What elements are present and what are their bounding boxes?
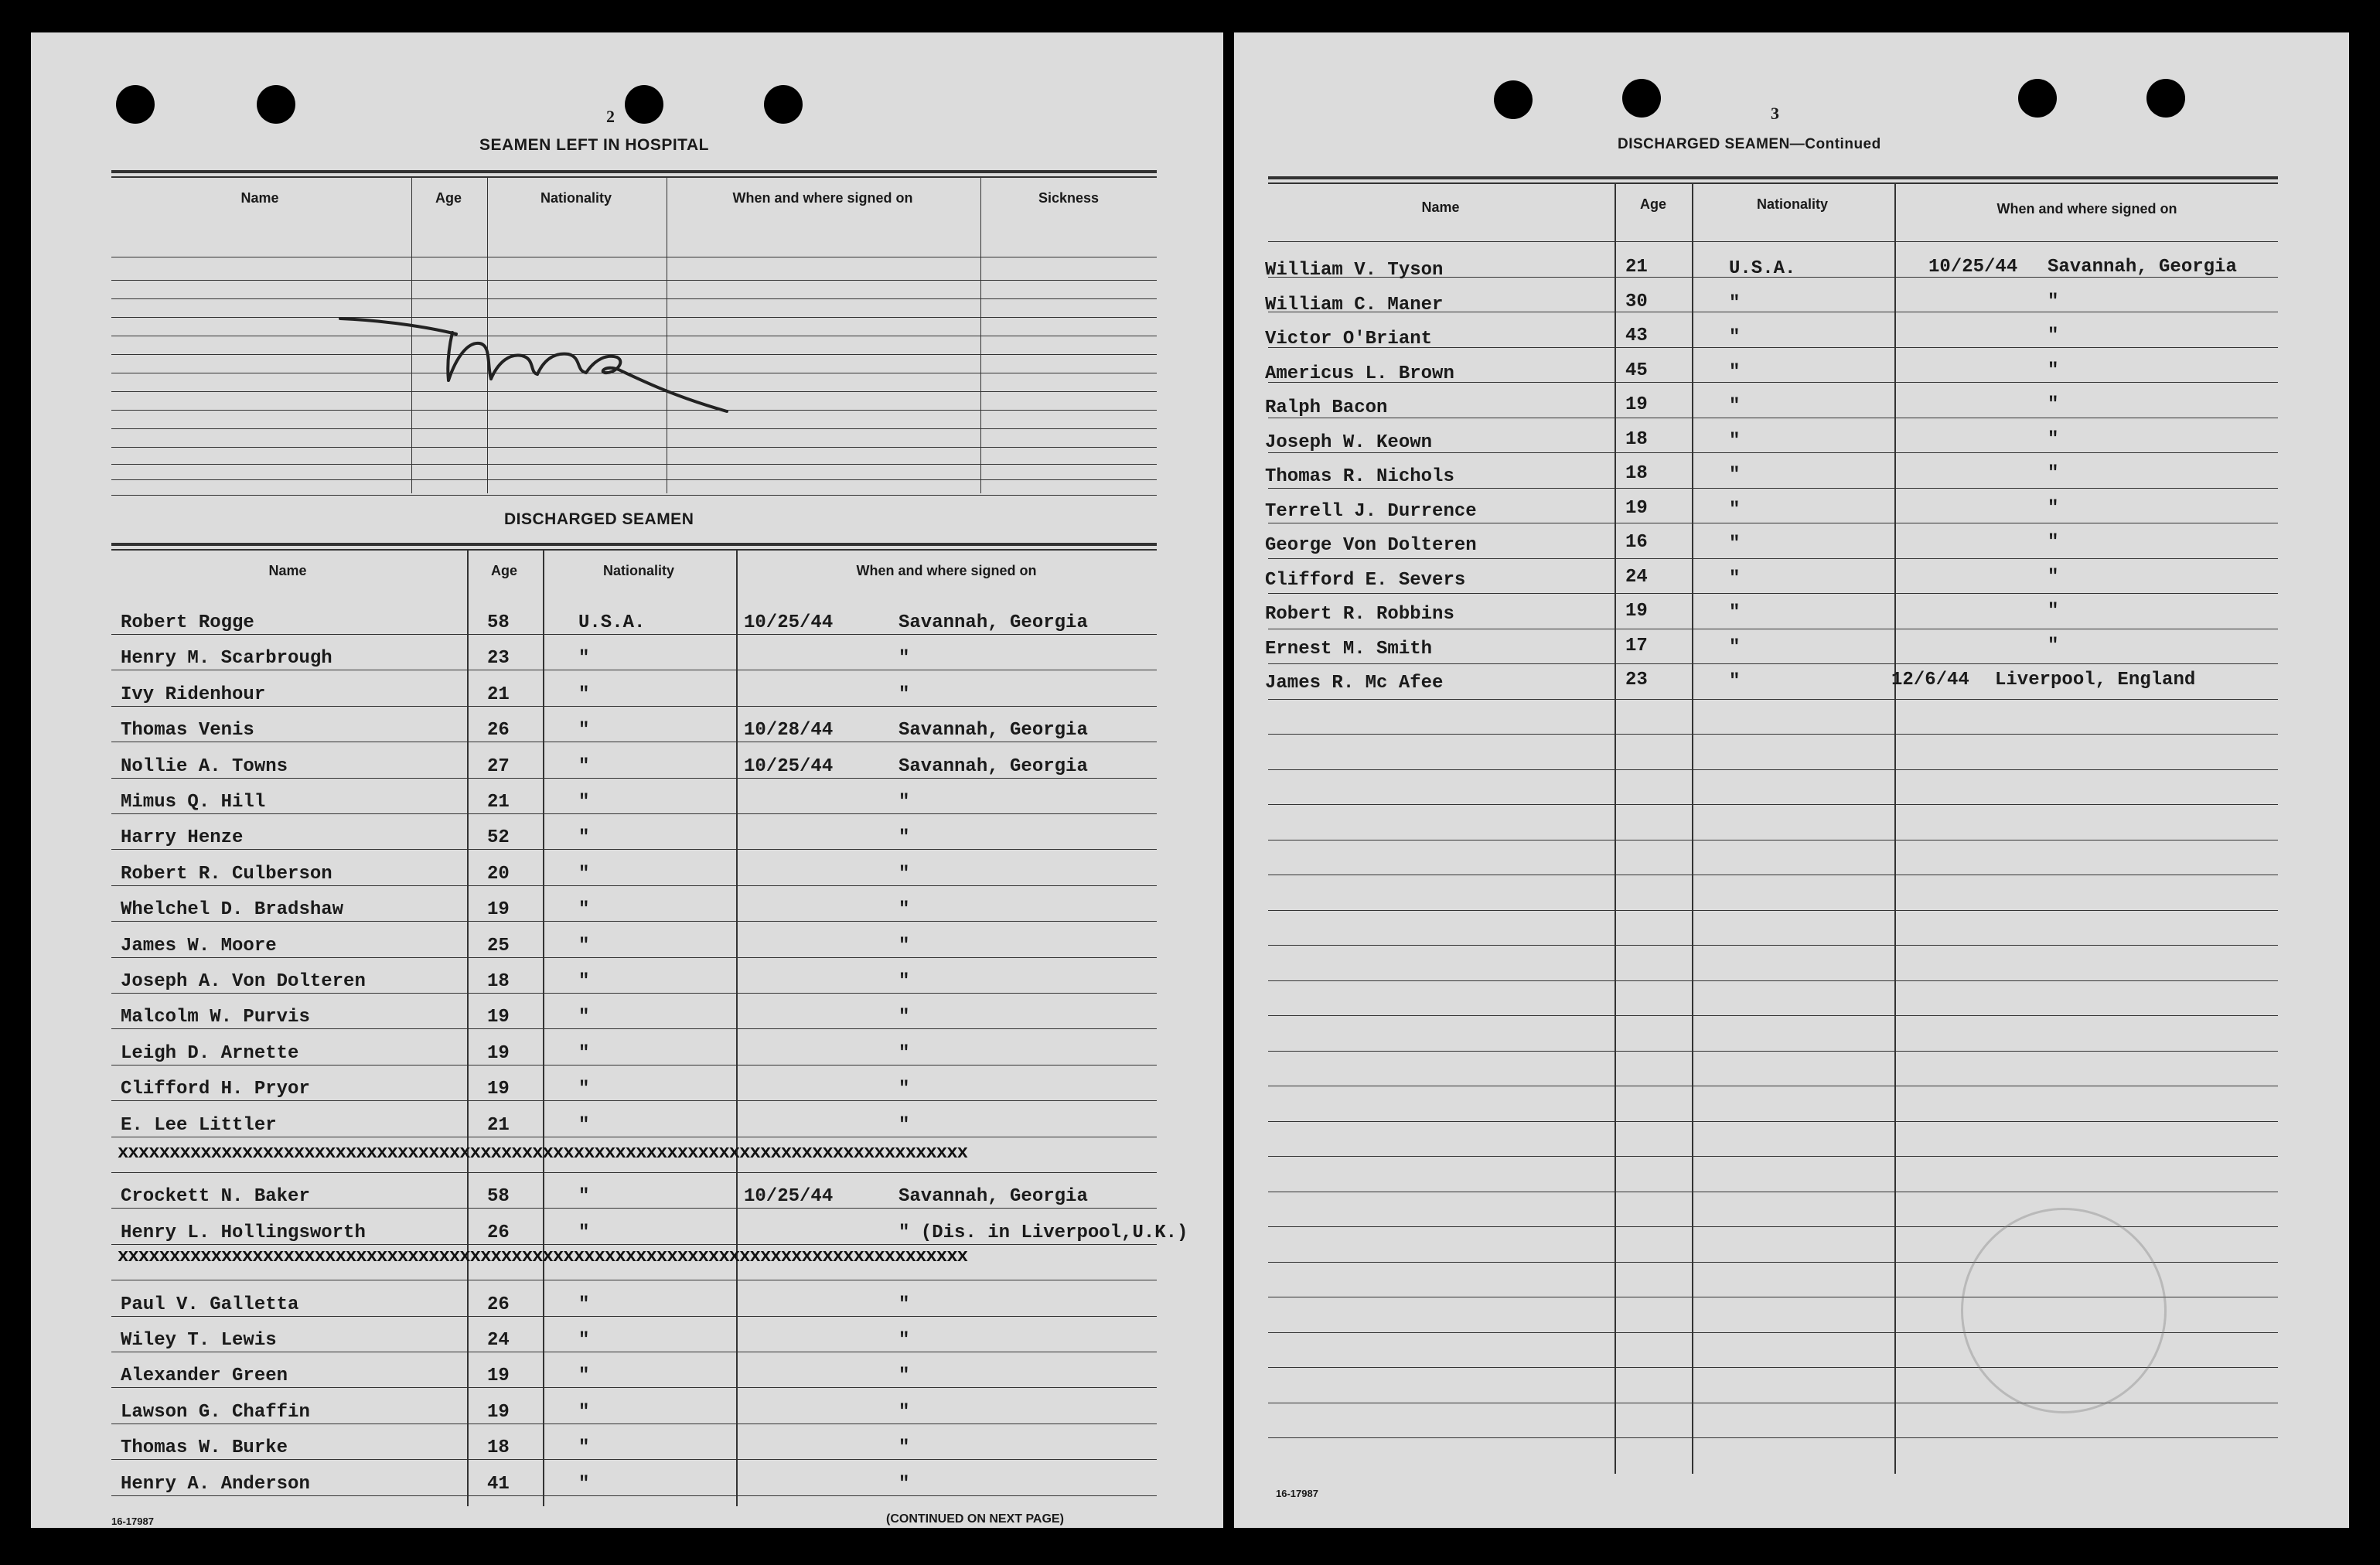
- rule: [111, 921, 1157, 922]
- seaman-age: 21: [487, 684, 510, 705]
- seaman-nationality: ": [578, 1115, 590, 1136]
- column-divider: [980, 178, 981, 493]
- rule: [111, 428, 1157, 429]
- seaman-nationality: ": [578, 720, 590, 741]
- seaman-name: William V. Tyson: [1265, 260, 1444, 281]
- seaman-name: Thomas Venis: [121, 720, 254, 741]
- seaman-name: James R. Mc Afee: [1265, 673, 1444, 694]
- seaman-age: 45: [1625, 360, 1648, 381]
- signed-on-place: ": [2048, 636, 2059, 656]
- rule: [1268, 1015, 2278, 1016]
- seaman-age: 23: [487, 648, 510, 669]
- signed-on-place: ": [898, 792, 910, 813]
- seaman-age: 19: [1625, 601, 1648, 622]
- punch-hole: [764, 85, 803, 124]
- signed-on-place: ": [2048, 394, 2059, 415]
- header-name: Name: [1421, 199, 1460, 215]
- rule: [1268, 1121, 2278, 1122]
- seaman-age: 58: [487, 1186, 510, 1207]
- header-signed-on: When and where signed on: [1996, 201, 2177, 217]
- seaman-name: Joseph A. Von Dolteren: [121, 971, 366, 992]
- seaman-nationality: ": [578, 648, 590, 669]
- signed-on-place: ": [898, 1079, 910, 1100]
- signed-on-place: ": [898, 864, 910, 885]
- seaman-nationality: ": [578, 1437, 590, 1458]
- signed-on-date: 10/25/44: [744, 612, 834, 633]
- rule: [1268, 945, 2278, 946]
- rule: [1268, 558, 2278, 559]
- header-age: Age: [1639, 196, 1666, 212]
- seaman-age: 26: [487, 1222, 510, 1243]
- signed-on-place: ": [898, 827, 910, 848]
- seaman-nationality: ": [578, 756, 590, 777]
- rule: [111, 993, 1157, 994]
- seaman-name: Lawson G. Chaffin: [121, 1402, 310, 1423]
- seaman-nationality: ": [578, 792, 590, 813]
- seaman-nationality: ": [578, 1222, 590, 1243]
- seaman-nationality: ": [578, 1402, 590, 1423]
- seaman-nationality: ": [578, 1330, 590, 1351]
- signed-on-date: 10/28/44: [744, 720, 834, 741]
- signed-on-place: ": [898, 648, 910, 669]
- rule: [1268, 663, 2278, 664]
- rule: [1268, 1156, 2278, 1157]
- signed-on-place: ": [898, 899, 910, 920]
- seaman-age: 21: [1625, 257, 1648, 278]
- rule: [1268, 804, 2278, 805]
- rule: [1268, 241, 2278, 242]
- seaman-name: Henry A. Anderson: [121, 1474, 310, 1495]
- seaman-nationality: ": [578, 1079, 590, 1100]
- rule: [111, 1100, 1157, 1101]
- seaman-age: 24: [487, 1330, 510, 1351]
- seaman-age: 43: [1625, 326, 1648, 346]
- seaman-name: Clifford E. Severs: [1265, 570, 1466, 591]
- rule: [111, 1316, 1157, 1317]
- signed-on-place: ": [2048, 463, 2059, 484]
- rule: [1268, 593, 2278, 594]
- seaman-nationality: ": [578, 971, 590, 992]
- punch-hole: [1494, 80, 1533, 119]
- seaman-name: E. Lee Littler: [121, 1115, 277, 1136]
- seaman-nationality: ": [578, 1007, 590, 1028]
- discharged-continued-title: DISCHARGED SEAMEN—Continued: [1618, 136, 1881, 152]
- rule: [111, 1028, 1157, 1029]
- rule: [111, 1208, 1157, 1209]
- seaman-age: 21: [487, 1115, 510, 1136]
- signed-on-date: 10/25/44: [1928, 257, 2018, 278]
- seaman-name: Ernest M. Smith: [1265, 639, 1433, 660]
- seaman-name: Wiley T. Lewis: [121, 1330, 277, 1351]
- seaman-age: 19: [1625, 498, 1648, 519]
- header-age: Age: [435, 190, 462, 206]
- header-signed-on: When and where signed on: [732, 190, 913, 206]
- seaman-name: George Von Dolteren: [1265, 535, 1477, 556]
- seaman-nationality: ": [1729, 671, 1741, 692]
- rule: [111, 1172, 1157, 1173]
- seaman-name: Clifford H. Pryor: [121, 1079, 310, 1100]
- punch-hole: [116, 85, 155, 124]
- seaman-name: Nollie A. Towns: [121, 756, 288, 777]
- rule: [111, 495, 1157, 496]
- handwritten-none: [332, 288, 735, 427]
- signed-on-place: ": [2048, 429, 2059, 450]
- header-nationality: Nationality: [1756, 196, 1828, 212]
- signed-on-place: ": [2048, 532, 2059, 553]
- rule: [1268, 1437, 2278, 1438]
- rule: [111, 176, 1157, 178]
- signed-on-place: ": [2048, 498, 2059, 519]
- signed-on-place: Savannah, Georgia: [898, 720, 1088, 741]
- signed-on-place: Savannah, Georgia: [898, 756, 1088, 777]
- seaman-age: 20: [487, 864, 510, 885]
- page-number: 2: [606, 107, 615, 126]
- seaman-nationality: ": [578, 864, 590, 885]
- signed-on-place: ": [898, 1366, 910, 1386]
- seaman-age: 19: [1625, 394, 1648, 415]
- signed-on-place: Savannah, Georgia: [898, 612, 1088, 633]
- seaman-nationality: ": [1729, 602, 1741, 623]
- seaman-name: Alexander Green: [121, 1366, 288, 1386]
- rule: [1268, 182, 2278, 184]
- seaman-name: Robert Rogge: [121, 612, 254, 633]
- signed-on-place: " (Dis. in Liverpool,U.K.): [898, 1222, 1188, 1243]
- rule: [1268, 176, 2278, 179]
- seaman-name: Robert R. Culberson: [121, 864, 332, 885]
- seaman-age: 58: [487, 612, 510, 633]
- signed-on-date: 10/25/44: [744, 1186, 834, 1207]
- rule: [1268, 910, 2278, 911]
- signed-on-place: ": [898, 1330, 910, 1351]
- seaman-name: Henry M. Scarbrough: [121, 648, 332, 669]
- seaman-nationality: ": [1729, 431, 1741, 452]
- seaman-name: Henry L. Hollingsworth: [121, 1222, 366, 1243]
- signed-on-place: ": [898, 1474, 910, 1495]
- header-name: Name: [240, 190, 279, 206]
- seaman-nationality: ": [1729, 568, 1741, 589]
- rule: [111, 1459, 1157, 1460]
- header-signed-on: When and where signed on: [856, 563, 1037, 578]
- seaman-name: Leigh D. Arnette: [121, 1043, 299, 1064]
- rule: [111, 549, 1157, 551]
- seaman-name: Harry Henze: [121, 827, 244, 848]
- seaman-nationality: ": [1729, 534, 1741, 554]
- seaman-nationality: ": [1729, 362, 1741, 383]
- page-number: 3: [1771, 104, 1779, 123]
- punch-hole: [625, 85, 663, 124]
- header-nationality: Nationality: [540, 190, 612, 206]
- signed-on-place: ": [898, 684, 910, 705]
- rule: [111, 634, 1157, 635]
- signed-on-date: 10/25/44: [744, 756, 834, 777]
- seaman-name: Mimus Q. Hill: [121, 792, 266, 813]
- punch-hole: [1622, 79, 1661, 118]
- seaman-age: 19: [487, 1079, 510, 1100]
- header-nationality: Nationality: [602, 563, 674, 578]
- rule: [111, 849, 1157, 850]
- seaman-name: Thomas W. Burke: [121, 1437, 288, 1458]
- seaman-nationality: ": [578, 1366, 590, 1386]
- seaman-name: Robert R. Robbins: [1265, 604, 1454, 625]
- signed-on-place: ": [2048, 326, 2059, 346]
- seaman-name: James W. Moore: [121, 936, 277, 956]
- form-number: 16-17987: [1276, 1488, 1318, 1499]
- signed-on-place: ": [898, 1294, 910, 1315]
- rule: [1268, 769, 2278, 770]
- seaman-nationality: ": [578, 1043, 590, 1064]
- rule: [111, 957, 1157, 958]
- rule: [1268, 734, 2278, 735]
- rule: [111, 813, 1157, 814]
- seaman-age: 27: [487, 756, 510, 777]
- seaman-nationality: ": [1729, 637, 1741, 658]
- rule: [111, 464, 1157, 465]
- seaman-name: Terrell J. Durrence: [1265, 501, 1477, 522]
- seaman-age: 19: [487, 1007, 510, 1028]
- seaman-name: Malcolm W. Purvis: [121, 1007, 310, 1028]
- signed-on-place: ": [898, 1115, 910, 1136]
- rule: [111, 170, 1157, 173]
- seaman-nationality: ": [1729, 500, 1741, 520]
- rule: [111, 706, 1157, 707]
- seaman-nationality: ": [578, 684, 590, 705]
- seaman-age: 30: [1625, 292, 1648, 312]
- struck-out-row: xxxxxxxxxxxxxxxxxxxxxxxxxxxxxxxxxxxxxxxxxxxxxxxxxxxxxxxxxxxxxxxxxxxxxxxxxxxxxxxxxx: [118, 1143, 967, 1164]
- seaman-nationality: ": [578, 899, 590, 920]
- seaman-name: Crockett N. Baker: [121, 1186, 310, 1207]
- seaman-name: Ralph Bacon: [1265, 397, 1388, 418]
- column-divider: [1894, 184, 1896, 1474]
- seaman-nationality: U.S.A.: [578, 612, 646, 633]
- seaman-nationality: ": [578, 936, 590, 956]
- punch-hole: [2018, 79, 2057, 118]
- signed-on-place: Liverpool, England: [1995, 670, 2196, 690]
- seaman-age: 18: [487, 971, 510, 992]
- left-page: [31, 32, 1223, 1528]
- seaman-nationality: ": [578, 827, 590, 848]
- seaman-nationality: ": [578, 1474, 590, 1495]
- rule: [111, 1387, 1157, 1388]
- seaman-nationality: U.S.A.: [1729, 258, 1796, 279]
- seaman-name: William C. Maner: [1265, 295, 1444, 315]
- hospital-title: SEAMEN LEFT IN HOSPITAL: [479, 136, 709, 154]
- signed-on-place: Savannah, Georgia: [2048, 257, 2237, 278]
- seaman-age: 21: [487, 792, 510, 813]
- header-name: Name: [268, 563, 307, 578]
- signed-on-place: ": [898, 1043, 910, 1064]
- seaman-name: Paul V. Galletta: [121, 1294, 299, 1315]
- seaman-age: 19: [487, 899, 510, 920]
- seaman-age: 24: [1625, 567, 1648, 588]
- struck-out-row: xxxxxxxxxxxxxxxxxxxxxxxxxxxxxxxxxxxxxxxxxxxxxxxxxxxxxxxxxxxxxxxxxxxxxxxxxxxxxxxxxx: [118, 1246, 967, 1267]
- seaman-name: Americus L. Brown: [1265, 363, 1454, 384]
- received-stamp: [1961, 1208, 2167, 1413]
- signed-on-place: ": [2048, 360, 2059, 381]
- header-sickness: Sickness: [1038, 190, 1100, 206]
- form-number: 16-17987: [111, 1516, 154, 1527]
- punch-hole: [2146, 79, 2185, 118]
- signed-on-place: ": [898, 936, 910, 956]
- signed-on-place: ": [2048, 292, 2059, 312]
- column-divider: [1615, 184, 1616, 1474]
- signed-on-place: ": [2048, 601, 2059, 622]
- right-page: [1234, 32, 2349, 1528]
- seaman-age: 17: [1625, 636, 1648, 656]
- signed-on-place: ": [898, 1402, 910, 1423]
- seaman-age: 23: [1625, 670, 1648, 690]
- column-divider: [1692, 184, 1693, 1474]
- header-age: Age: [490, 563, 517, 578]
- seaman-age: 18: [1625, 429, 1648, 450]
- seaman-nationality: ": [1729, 465, 1741, 486]
- rule: [1268, 699, 2278, 700]
- seaman-name: Victor O'Briant: [1265, 329, 1433, 349]
- rule: [1268, 1051, 2278, 1052]
- rule: [111, 1495, 1157, 1496]
- seaman-age: 19: [487, 1043, 510, 1064]
- rule: [111, 280, 1157, 281]
- rule: [1268, 1226, 2278, 1227]
- seaman-name: Ivy Ridenhour: [121, 684, 266, 705]
- rule: [111, 778, 1157, 779]
- seaman-age: 18: [1625, 463, 1648, 484]
- seaman-age: 16: [1625, 532, 1648, 553]
- rule: [111, 1244, 1157, 1245]
- seaman-nationality: ": [1729, 327, 1741, 348]
- seaman-name: Whelchel D. Bradshaw: [121, 899, 344, 920]
- seaman-name: Joseph W. Keown: [1265, 432, 1433, 453]
- signed-on-place: ": [898, 1437, 910, 1458]
- rule: [111, 543, 1157, 546]
- rule: [111, 479, 1157, 480]
- seaman-age: 26: [487, 1294, 510, 1315]
- seaman-age: 19: [487, 1402, 510, 1423]
- signed-on-place: ": [2048, 567, 2059, 588]
- seaman-age: 26: [487, 720, 510, 741]
- seaman-age: 18: [487, 1437, 510, 1458]
- continued-note: (CONTINUED ON NEXT PAGE): [886, 1512, 1064, 1526]
- discharged-title: DISCHARGED SEAMEN: [504, 510, 694, 528]
- signed-on-place: Savannah, Georgia: [898, 1186, 1088, 1207]
- rule: [1268, 980, 2278, 981]
- seaman-age: 25: [487, 936, 510, 956]
- punch-hole: [257, 85, 295, 124]
- seaman-nationality: ": [578, 1186, 590, 1207]
- rule: [111, 885, 1157, 886]
- signed-on-date: 12/6/44: [1891, 670, 1969, 690]
- rule: [1268, 488, 2278, 489]
- signed-on-place: ": [898, 971, 910, 992]
- seaman-nationality: ": [1729, 293, 1741, 314]
- seaman-age: 19: [487, 1366, 510, 1386]
- seaman-age: 52: [487, 827, 510, 848]
- seaman-age: 41: [487, 1474, 510, 1495]
- seaman-name: Thomas R. Nichols: [1265, 466, 1454, 487]
- seaman-nationality: ": [578, 1294, 590, 1315]
- rule: [111, 447, 1157, 448]
- signed-on-place: ": [898, 1007, 910, 1028]
- seaman-nationality: ": [1729, 396, 1741, 417]
